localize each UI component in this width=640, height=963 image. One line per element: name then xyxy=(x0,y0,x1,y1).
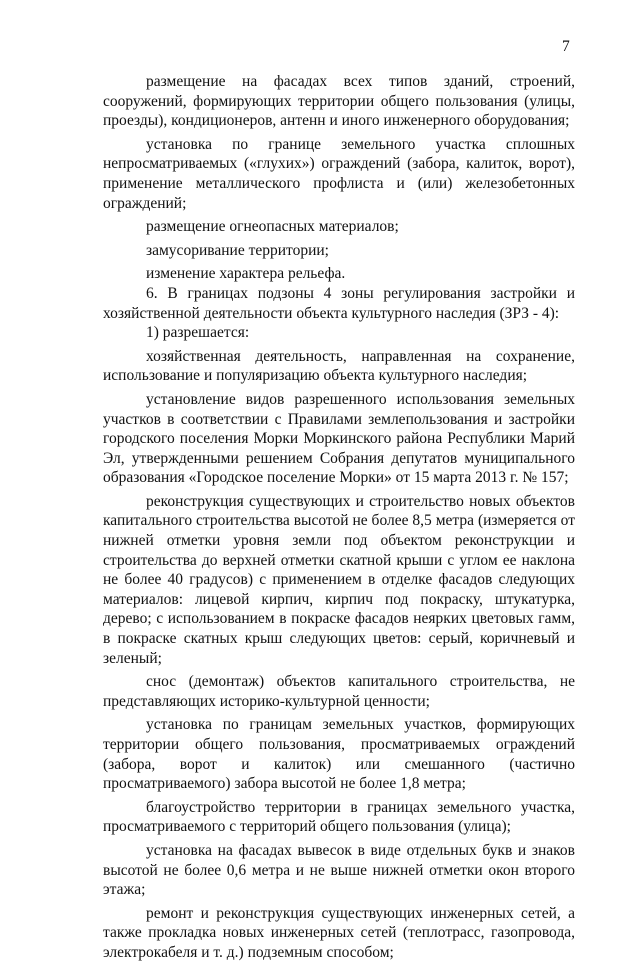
paragraph-utility-networks: ремонт и реконструкция существующих инженерных сетей, а также прокладка новых инженерных сетей (теплотрасс, газопровода, электрокабеля и т. д.) подземным способом; xyxy=(103,904,575,961)
paragraph-permitted-heading: 1) разрешается: xyxy=(146,324,250,342)
document-body xyxy=(103,72,575,963)
paragraph-landscaping: благоустройство территории в границах земельного участка, просматриваемого с территорий общего пользования (улица); xyxy=(103,798,575,836)
paragraph-economic-activity: хозяйственная деятельность, направленная на сохранение, использование и популяризацию объекта культурного наследия; xyxy=(103,347,575,385)
paragraph-land-use-types: установление видов разрешенного использования земельных участков в соответствии с Правилами землепользования и застройки городского поселения Морки Моркинского района Республики Марий Эл, утвержденными решением Собрания депутатов муниципального образования «Городское поселение Морки» от 15 марта 2013 г. № 157; xyxy=(103,390,575,487)
paragraph-signboards: установка на фасадах вывесок в виде отдельных букв и знаков высотой не более 0,6 метра и не выше нижней отметки окон второго этажа; xyxy=(103,841,575,899)
paragraph-demolition: снос (демонтаж) объектов капитального строительства, не представляющих историко-культурной ценности; xyxy=(103,673,575,710)
paragraph-solid-fences: установка по границе земельного участка сплошных непросматриваемых («глухих») ограждений (забора, калиток, ворот), применение металлического профлиста и (или) железобетонных ограждений; xyxy=(103,135,575,212)
paragraph-flammable-materials: размещение огнеопасных материалов; xyxy=(146,218,399,236)
paragraph-reconstruction: реконструкция существующих и строительство новых объектов капитального строительства высотой не более 8,5 метра (измеряется от нижней отметки уровня земли под объектом реконструкции и строительства до верхней отметки скатной крыши с углом ее наклона не более 40 градусов) с применением в отделке фасадов следующих материалов: лицевой кирпич, кирпич под покраску, штукатурка, дерево; с использованием в покраске фасадов неярких цветовых гамм, в покраске скатных крыш следующих цветов: серый, коричневый и зеленый; xyxy=(103,492,575,667)
paragraph-see-through-fences: установка по границам земельных участков, формирующих территории общего пользования, просматриваемых ограждений (забора, ворот и калиток) или смешанного (частично просматриваемого) забора высотой не более 1,8 метра; xyxy=(103,716,575,793)
paragraph-relief-change: изменение характера рельефа. xyxy=(146,265,346,283)
paragraph-section-6: 6. В границах подзоны 4 зоны регулирования застройки и хозяйственной деятельности объекта культурного наследия (ЗРЗ - 4): xyxy=(103,284,575,322)
paragraph-facade-equipment: размещение на фасадах всех типов зданий, строений, сооружений, формирующих территории общего пользования (улицы, проезды), кондиционеров, антенн и иного инженерного оборудования; xyxy=(103,73,575,130)
paragraph-littering: замусоривание территории; xyxy=(146,241,329,259)
page-number: 7 xyxy=(562,38,570,55)
